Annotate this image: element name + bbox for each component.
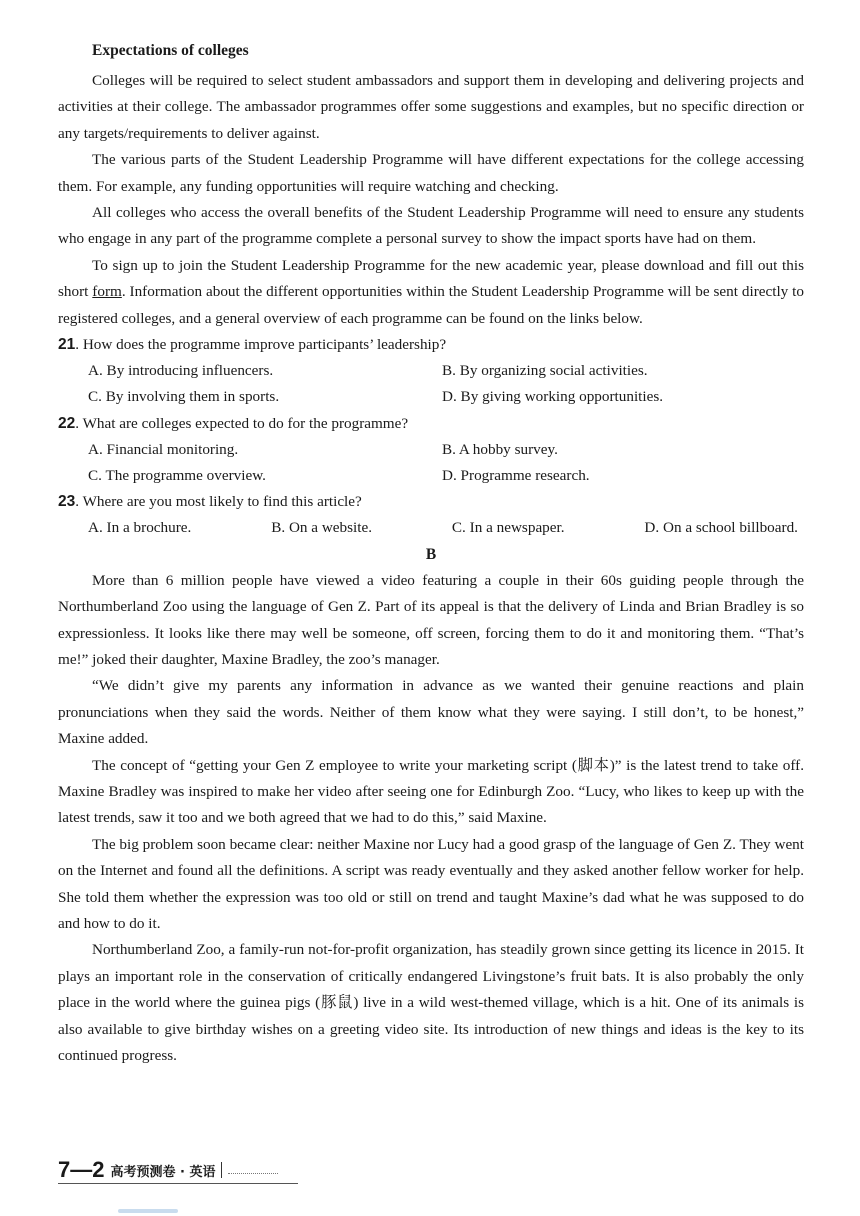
option-d: D. Programme research. (442, 467, 590, 485)
option-a: A. In a brochure. (88, 519, 192, 537)
option-c: C. The programme overview. (88, 467, 266, 485)
signup-text-after: . Information about the different opportunities within the Student Leadership Programme will be sent directly to registered colleges, and a general overview of each programme can be found on the links below. (58, 283, 804, 327)
options (58, 437, 804, 489)
page-number: 7—2 (58, 1157, 105, 1182)
option-a: A. By introducing influencers. (88, 362, 274, 380)
footer-mark (228, 1167, 278, 1174)
option-d: D. By giving working opportunities. (442, 388, 664, 406)
option-b: B. A hobby survey. (442, 440, 558, 458)
question-number: 23 (58, 493, 76, 511)
question-stem (58, 332, 804, 358)
form-link[interactable]: form (92, 283, 122, 301)
option-b: B. On a website. (271, 519, 373, 537)
question-stem (58, 411, 804, 437)
paragraph: All colleges who access the overall benefits of the Student Leadership Programme will need to ensure any students who engage in any part of the programme complete a personal survey to show the impact sports have had on them. (58, 204, 804, 248)
section-b-heading: B (425, 545, 437, 563)
paragraph: More than 6 million people have viewed a video featuring a couple in their 60s guiding people through the Northumberland Zoo using the language of Gen Z. Part of its appeal is that the delivery of Linda and Brian Bradley is so expressionless. It looks like there may well be someone, off screen, forcing them to do it and monitoring them. “That’s me!” joked their daughter, Maxine Bradley, the zoo’s manager. (58, 571, 804, 668)
question-text: . How does the programme improve participants’ leadership? (75, 336, 447, 354)
options (58, 515, 804, 541)
question-23 (58, 489, 804, 541)
paragraph: Northumberland Zoo, a family-run not-for-profit organization, has steadily grown since getting its licence in 2015. It plays an important role in the conservation of critically endangered Livingstone’s fruit bats. It is also probably the only place in the world where the guinea pigs (豚鼠) live in a wild west-themed village, which is a hit. One of its animals is also available to give birthday wishes on a greeting video site. Its introduction of new things and ideas is the key to its continued progress. (58, 941, 804, 1064)
paragraph: Colleges will be required to select student ambassadors and support them in developing and delivering projects and activities at their college. The ambassador programmes offer some suggestions and examples, but no specific direction or any targets/requirements to deliver against. (58, 72, 804, 142)
paragraph: The big problem soon became clear: neither Maxine nor Lucy had a good grasp of the language of Gen Z. They went on the Internet and found all the definitions. A script was ready eventually and they asked another fellow worker for help. She told them whether the expression was too old or still on trend and taught Maxine’s dad what he was supposed to do and how to do it. (58, 835, 804, 932)
footer-rule (58, 1183, 298, 1184)
section-title: Expectations of colleges (92, 42, 249, 59)
document-page (58, 40, 804, 1069)
paragraph: The concept of “getting your Gen Z employee to write your marketing script (脚本)” is the latest trend to take off. Maxine Bradley was inspired to make her video after seeing one for Edinburgh Zoo. “Lucy, who likes to keep up with the latest trends, saw it too and we both agreed that we had to do this,” said Maxine. (58, 756, 804, 827)
page-footer (58, 1158, 308, 1182)
paragraph: The various parts of the Student Leadership Programme will have different expectations for the college accessing them. For example, any funding opportunities will require watching and checking. (58, 151, 804, 195)
options (58, 358, 804, 410)
paragraph: “We didn’t give my parents any information in advance as we wanted their genuine reactions and plain pronunciations when they said the words. Neither of them know what they were saying. I still don’t, to be honest,” Maxine added. (58, 677, 804, 748)
question-number: 22 (58, 414, 76, 432)
signup-paragraph (58, 253, 804, 332)
question-stem (58, 489, 804, 515)
question-text: . What are colleges expected to do for the programme? (75, 414, 409, 432)
option-b: B. By organizing social activities. (442, 362, 648, 380)
question-text: . Where are you most likely to find this article? (75, 493, 362, 511)
scan-smudge (118, 1209, 178, 1213)
option-c: C. In a newspaper. (451, 519, 565, 537)
option-d: D. On a school billboard. (644, 519, 798, 537)
question-21 (58, 332, 804, 411)
signup-text-before: To sign up to join the Student Leadership Programme for the new academic year, please download and fill out this short (58, 256, 804, 301)
option-a: A. Financial monitoring. (88, 440, 239, 458)
footer-label: 高考预测卷 · 英语 (110, 1164, 216, 1180)
question-22 (58, 411, 804, 490)
footer-divider (221, 1162, 222, 1178)
option-c: C. By involving them in sports. (88, 388, 280, 406)
question-number: 21 (58, 336, 76, 354)
